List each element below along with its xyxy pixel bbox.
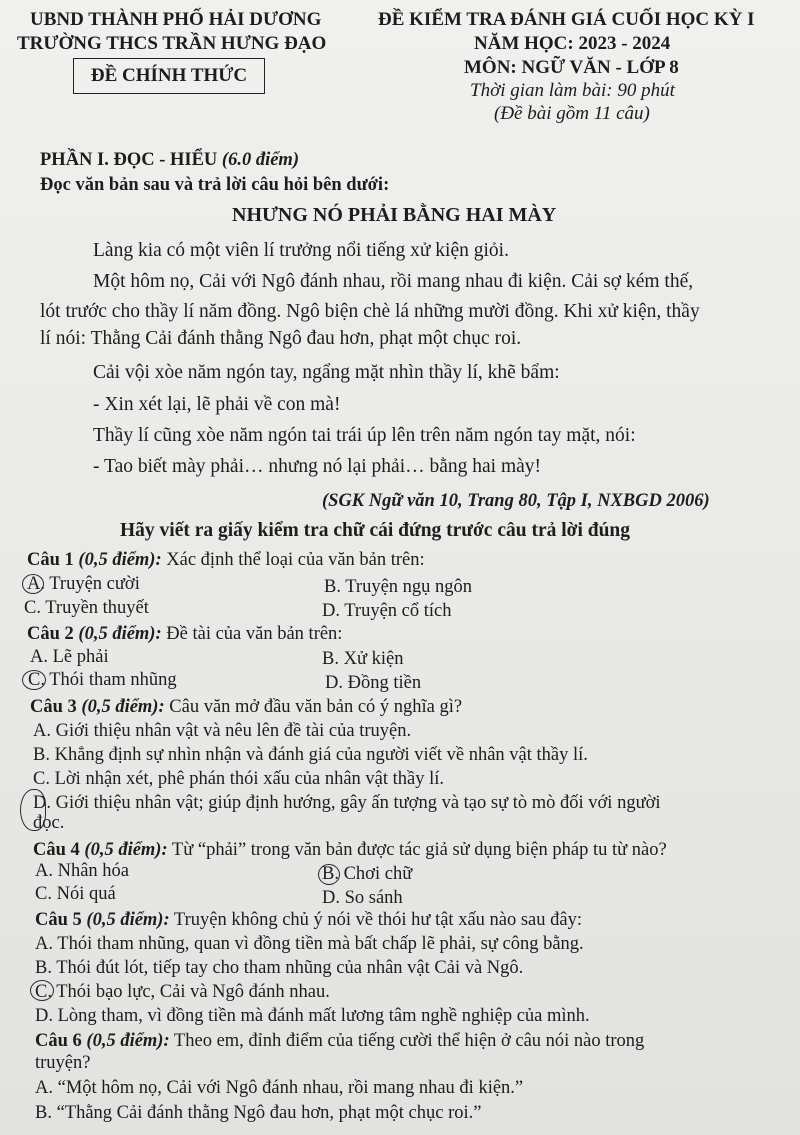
question-label: Câu 3 [30, 697, 82, 717]
q2-option-a: A. Lẽ phải [30, 647, 109, 667]
question-label: Câu 1 [27, 550, 79, 570]
story-source: (SGK Ngữ văn 10, Trang 80, Tập I, NXBGD 2006) [322, 491, 710, 511]
story-line: lí nói: Thằng Cải đánh thằng Ngô đau hơn, phạt một chục roi. [40, 328, 522, 349]
question-text: Câu văn mở đầu văn bản có ý nghĩa gì? [164, 697, 463, 717]
q5-option-c: C. Thói bạo lực, Cải và Ngô đánh nhau. [35, 982, 330, 1002]
question-text: Đề tài của văn bản trên: [161, 624, 343, 644]
section-points: (6.0 điểm) [221, 150, 299, 170]
question-points: (0,5 điểm): [86, 910, 170, 930]
section-heading [40, 150, 299, 171]
question-points: (0,5 điểm): [84, 840, 168, 860]
q4-option-c: C. Nói quá [35, 884, 116, 904]
q4-option-b: B. Chơi chữ [322, 864, 413, 884]
question-1 [27, 550, 425, 571]
header-exam-title: ĐỀ KIỂM TRA ĐÁNH GIÁ CUỐI HỌC KỲ I [378, 9, 755, 30]
q1-option-c: C. Truyền thuyết [24, 598, 149, 618]
q3-option-a: A. Giới thiệu nhân vật và nêu lên đề tài của truyện. [33, 721, 412, 741]
question-label: Câu 5 [35, 910, 87, 930]
question-label: Câu 2 [27, 624, 79, 644]
q6-option-a: A. “Một hôm nọ, Cải với Ngô đánh nhau, rồi mang nhau đi kiện.” [35, 1078, 524, 1098]
question-text: Từ “phải” trong văn bản được tác giả sử dụng biện pháp tu từ nào? [167, 840, 667, 860]
q3-option-d: D. Giới thiệu nhân vật; giúp định hướng, gây ấn tượng và tạo sự tò mò đối với người [33, 793, 661, 813]
header-school: TRƯỜNG THCS TRẦN HƯNG ĐẠO [17, 33, 327, 54]
story-line: Thầy lí cũng xòe năm ngón tai trái úp lên trên năm ngón tay mặt, nói: [93, 425, 636, 446]
q5-option-a: A. Thói tham nhũng, quan vì đồng tiền mà bất chấp lẽ phải, sự công bằng. [35, 934, 584, 954]
q5-option-d: D. Lòng tham, vì đồng tiền mà đánh mất lương tâm nghề nghiệp của mình. [35, 1006, 590, 1026]
q4-option-a: A. Nhân hóa [35, 861, 130, 881]
header-question-count: (Đề bài gồm 11 câu) [494, 103, 650, 124]
question-label: Câu 6 [35, 1031, 87, 1051]
question-points: (0,5 điểm): [78, 624, 162, 644]
story-line: Cải vội xòe năm ngón tay, ngẩng mặt nhìn thầy lí, khẽ bẩm: [93, 362, 560, 383]
header-school-year: NĂM HỌC: 2023 - 2024 [474, 33, 671, 54]
header-subject: MÔN: NGỮ VĂN - LỚP 8 [464, 57, 679, 78]
question-text: Xác định thể loại của văn bản trên: [161, 550, 425, 570]
q2-option-b: B. Xử kiện [322, 649, 404, 669]
question-points: (0,5 điểm): [78, 550, 162, 570]
question-3 [30, 697, 462, 718]
q1-option-a: A. Truyện cười [27, 574, 140, 594]
header-authority: UBND THÀNH PHỐ HẢI DƯƠNG [30, 9, 322, 30]
q3-option-c: C. Lời nhận xét, phê phán thói xấu của nhân vật thầy lí. [33, 769, 445, 789]
header-duration: Thời gian làm bài: 90 phút [470, 80, 675, 101]
story-line: - Tao biết mày phải… nhưng nó lại phải… bằng hai mày! [93, 456, 542, 477]
q2-option-c: C. Thói tham nhũng [28, 670, 177, 690]
story-line: lót trước cho thầy lí năm đồng. Ngô biện chè lá những mười đồng. Khi xử kiện, thầy [40, 301, 700, 322]
question-text: Truyện không chủ ý nói về thói hư tật xấu nào sau đây: [169, 910, 582, 930]
official-stamp: ĐỀ CHÍNH THỨC [73, 58, 265, 94]
q2-option-d: D. Đồng tiền [325, 673, 422, 693]
question-4 [33, 840, 667, 861]
answer-instruction: Hãy viết ra giấy kiểm tra chữ cái đứng trước câu trả lời đúng [120, 520, 631, 541]
question-5 [35, 910, 582, 931]
q4-option-d: D. So sánh [322, 888, 403, 908]
story-line: Làng kia có một viên lí trưởng nổi tiếng xử kiện giỏi. [93, 240, 509, 261]
question-label: Câu 4 [33, 840, 85, 860]
question-2 [27, 624, 342, 645]
question-text: Theo em, đỉnh điểm của tiếng cười thể hiện ở câu nói nào trong [169, 1031, 645, 1051]
question-6 [35, 1031, 644, 1052]
question-6-continued: truyện? [35, 1053, 91, 1073]
q1-option-b: B. Truyện ngụ ngôn [324, 577, 473, 597]
question-points: (0,5 điểm): [86, 1031, 170, 1051]
q3-option-b: B. Khẳng định sự nhìn nhận và đánh giá của người viết về nhân vật thầy lí. [33, 745, 588, 765]
q5-option-b: B. Thói đút lót, tiếp tay cho tham nhũng của nhân vật Cải và Ngô. [35, 958, 524, 978]
q6-option-b: B. “Thằng Cải đánh thằng Ngô đau hơn, phạt một chục roi.” [35, 1103, 482, 1123]
story-title: NHƯNG NÓ PHẢI BẰNG HAI MÀY [232, 204, 557, 226]
section-instruction: Đọc văn bản sau và trả lời câu hỏi bên dưới: [40, 175, 390, 195]
section-title: PHẦN I. ĐỌC - HIỂU [40, 150, 222, 170]
q3-option-d-continued: đọc. [33, 813, 65, 833]
q1-option-d: D. Truyện cổ tích [322, 601, 452, 621]
story-line: - Xin xét lại, lẽ phải về con mà! [93, 394, 341, 415]
story-line: Một hôm nọ, Cải với Ngô đánh nhau, rồi mang nhau đi kiện. Cải sợ kém thế, [93, 271, 694, 292]
question-points: (0,5 điểm): [81, 697, 165, 717]
